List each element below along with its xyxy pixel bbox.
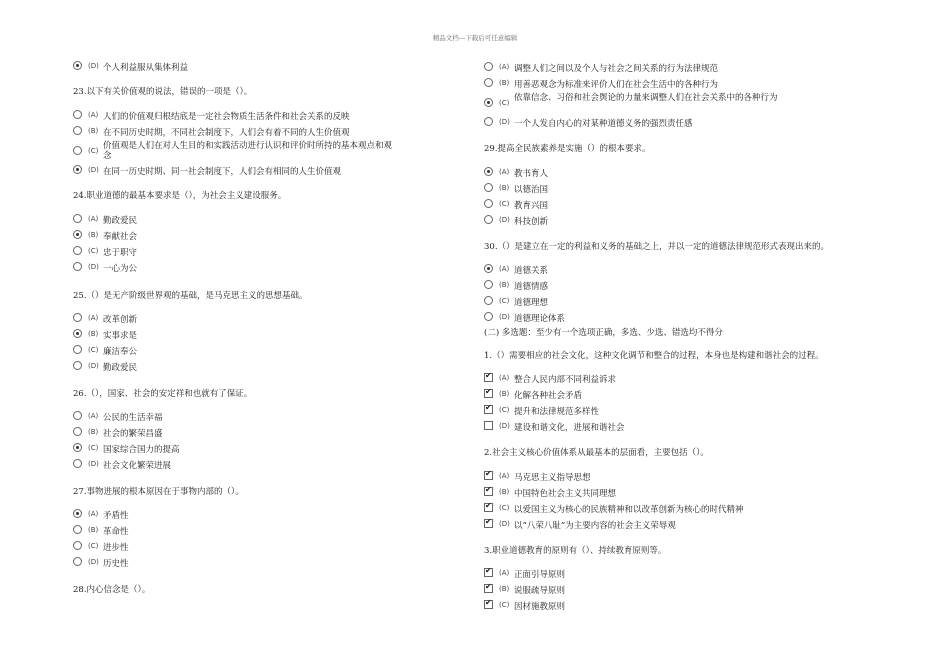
radio-button[interactable]	[484, 312, 493, 321]
checkbox[interactable]	[484, 568, 493, 577]
radio-button[interactable]	[73, 313, 82, 322]
radio-button[interactable]	[484, 62, 493, 71]
radio-button[interactable]	[73, 459, 82, 468]
radio-button[interactable]	[73, 262, 82, 271]
checkbox[interactable]	[484, 471, 493, 480]
question-28-stem: 28.内心信念是（）。	[73, 585, 151, 595]
question-29-stem: 29.提高全民族素养是实施（）的根本要求。	[484, 144, 651, 154]
radio-button[interactable]	[73, 443, 82, 452]
radio-button[interactable]	[73, 345, 82, 354]
radio-button[interactable]	[484, 183, 493, 192]
checkbox[interactable]	[484, 373, 493, 382]
radio-button[interactable]	[73, 329, 82, 338]
section-title-multiple-choice: (二) 多选题：至少有一个选项正确，多选、少选、错选均不得分	[484, 328, 723, 338]
radio-button[interactable]	[73, 361, 82, 370]
radio-button[interactable]	[73, 214, 82, 223]
question-23-stem: 23.以下有关价值观的说法，错误的一项是（）。	[73, 87, 253, 97]
checkbox[interactable]	[484, 503, 493, 512]
page-watermark: 精品文档---下载后可任意编辑	[432, 34, 518, 42]
radio-button[interactable]	[484, 117, 493, 126]
radio-button[interactable]	[73, 165, 82, 174]
radio-button[interactable]	[73, 411, 82, 420]
radio-button[interactable]	[484, 215, 493, 224]
checkbox[interactable]	[484, 389, 493, 398]
checkbox[interactable]	[484, 487, 493, 496]
question-25-stem: 25.（）是无产阶级世界观的基础，是马克思主义的思想基础。	[73, 291, 308, 301]
radio-button[interactable]	[73, 525, 82, 534]
radio-button[interactable]	[484, 78, 493, 87]
question-24-stem: 24.职业道德的最基本要求是（），为社会主义建设服务。	[73, 191, 287, 201]
radio-button[interactable]	[73, 541, 82, 550]
radio-button[interactable]	[484, 296, 493, 305]
checkbox[interactable]	[484, 584, 493, 593]
question-30-stem: 30.（）是建立在一定的利益和义务的基础之上，并以一定的道德法律规范形式表现出来的。	[484, 242, 830, 252]
checkbox[interactable]	[484, 405, 493, 414]
radio-button[interactable]	[73, 557, 82, 566]
radio-button[interactable]	[73, 146, 82, 155]
checkbox[interactable]	[484, 519, 493, 528]
multi-question-1-stem: 1.（）需要相应的社会文化，这种文化调节和整合的过程，本身也是构建和谐社会的过程。	[484, 351, 824, 361]
multi-question-3-stem: 3.职业道德教育的原则有（）、持续教育原则等。	[484, 546, 667, 556]
radio-button[interactable]	[73, 126, 82, 135]
radio-button[interactable]	[484, 280, 493, 289]
radio-button[interactable]	[484, 98, 493, 107]
radio-button[interactable]	[484, 167, 493, 176]
radio-button[interactable]	[73, 509, 82, 518]
radio-button[interactable]	[73, 110, 82, 119]
checkbox[interactable]	[484, 421, 493, 430]
question-26-stem: 26.（），国家、社会的安定祥和也就有了保证。	[73, 389, 253, 399]
radio-button[interactable]	[73, 230, 82, 239]
radio-button[interactable]	[484, 264, 493, 273]
radio-button[interactable]	[73, 61, 82, 70]
radio-button[interactable]	[484, 199, 493, 208]
multi-question-2-stem: 2.社会主义核心价值体系从最基本的层面看，主要包括（）。	[484, 448, 709, 458]
radio-button[interactable]	[73, 427, 82, 436]
question-27-stem: 27.事物进展的根本原因在于事物内部的（）。	[73, 487, 244, 497]
checkbox[interactable]	[484, 600, 493, 609]
radio-button[interactable]	[73, 246, 82, 255]
